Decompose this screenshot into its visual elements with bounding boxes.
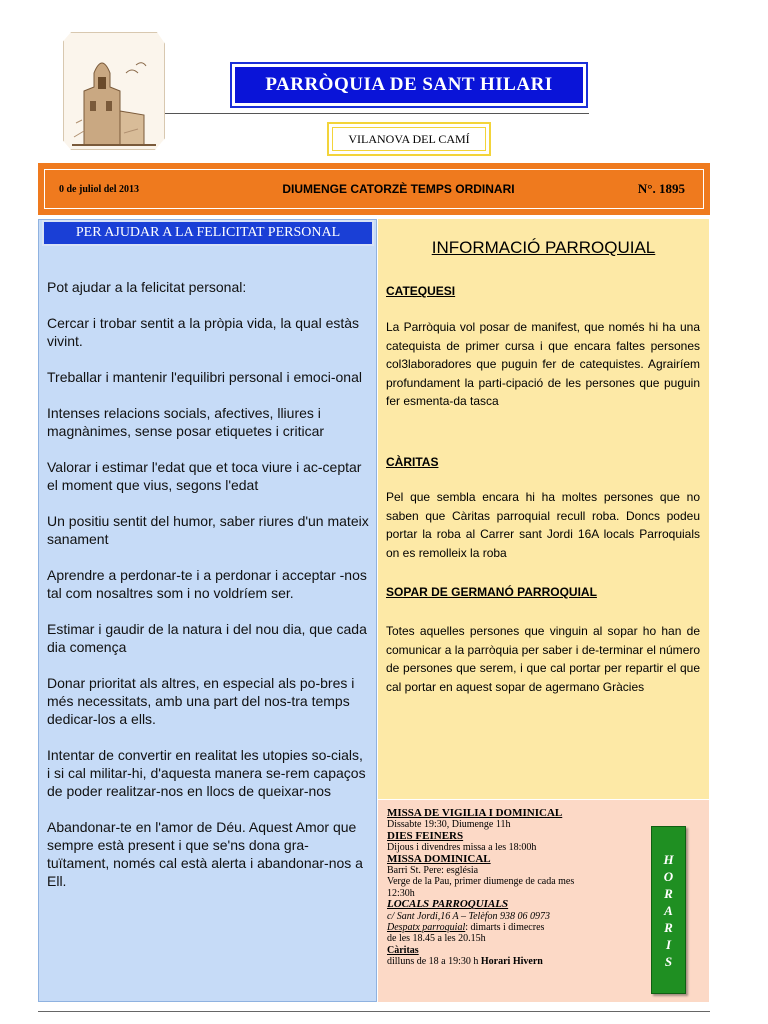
horaris-letter: R [664,919,673,935]
catequesi-text: La Parròquia vol posar de manifest, que només hi ha una catequista de primer cursa i que encara faltes persones col3laboradores que puguin fer de catequistes. Agrairíem profundament la parti-cipació de les persones que puguin fer esmenta-da tasca [386,320,700,408]
dominical-location: Barri St. Pere: església [387,865,479,877]
caritas-winter: Horari Hivern [480,956,543,968]
paragraph: Intenses relacions socials, afectives, lliures i magnànimes, sense posar etiquetes i criticar [47,405,325,439]
horaris-letter: S [664,953,673,969]
feiners-times: Dijous i divendres missa a les 18:00h [387,842,537,854]
dominical-time: 12:30h [387,887,415,899]
horaris-letter: I [665,936,672,952]
catequesi-heading: CATEQUESI [386,284,456,298]
issue-date: 0 de juliol del 2013 [59,183,140,195]
horaris-letter: A [664,902,673,918]
horaris-letter: R [664,885,673,901]
caritas-line [387,956,647,967]
despatx-hours: de les 18.45 a les 20.15h [387,933,486,945]
locals-heading: LOCALS PARROQUIALS [387,898,509,911]
despatx-line [387,922,647,933]
parish-info-title: INFORMACIÓ PARROQUIAL [431,238,656,257]
despatx-days: : dimarts i dimecres [465,922,545,934]
horaris-letter: O [663,868,674,884]
title-divider [165,113,589,114]
paragraph: Cercar i trobar sentit a la pròpia vida, la qual estàs vivint. [47,315,360,349]
issue-number: N°. 1895 [637,181,685,196]
vigilia-times: Dissabte 19:30, Diumenge 11h [387,819,511,831]
paragraph: Aprendre a perdonar-te i a perdonar i acceptar -nos tal com nosaltres som i no voldríem ser. [47,567,367,601]
paragraph: Treballar i mantenir l'equilibri personal i emoci-onal [47,369,362,385]
paragraph: Pot ajudar a la felicitat personal: [47,279,247,295]
bottom-divider [38,1011,710,1012]
caritas-text: Pel que sembla encara hi ha moltes persones que no saben que Càritas parroquial recull roba. Doncs podeu portar la roba al Carrer sant Jordi 16A locals Parroquials on es remolleix la roba [386,490,700,560]
horaris-letter: H [663,851,674,867]
church-logo [63,32,165,150]
town-name: VILANOVA DEL CAMÍ [332,127,486,151]
paragraph: Donar prioritat als altres, en especial als po-bres i més necessitats, amb una part del nos-tra temps dedicar-los a ells. [47,675,355,727]
caritas-hours: dilluns de 18 a 19:30 h [387,956,479,968]
sopar-text: Totes aquelles persones que vinguin al sopar ho han de comunicar a la parròquia per saber i de-terminar el número de persones que serem, i que cal portar per repartir el que cal portar en aquest sopar de agermano Gràcies [386,624,700,694]
date-band [38,163,710,215]
parish-title-box [230,62,588,108]
paragraph: Valorar i estimar l'edat que et toca viure i ac-ceptar el moment que vius, segons l'edat [47,459,362,493]
paragraph: Un positiu sentit del humor, saber riures d'un mateix sanament [47,513,369,547]
despatx-label: Despatx parroquial [387,922,466,934]
dominical-detail: Verge de la Pau, primer diumenge de cada mes [387,876,575,888]
vigilia-heading: MISSA DE VIGILIA I DOMINICAL [387,807,563,819]
locals-address: c/ Sant Jordi,16 A – Telèfon 938 06 0973 [387,910,551,922]
schedule-text [387,808,647,968]
paragraph: Intentar de convertir en realitat les utopies so-cials, i si cal militar-hi, d'aquesta manera se-rem capaços de poder realitzar-nos en llocs de queixar-nos [47,747,366,799]
sopar-heading: SOPAR DE GERMANÓ PARROQUIAL [386,585,597,599]
dominical-heading: MISSA DOMINICAL [387,852,491,865]
left-column-text [47,278,369,908]
caritas-label: Càritas [387,944,419,956]
liturgical-sunday: DIUMENGE CATORZÈ TEMPS ORDINARI [282,182,515,196]
church-tower-icon [64,33,164,149]
town-box [327,122,491,156]
feiners-heading: DIES FEINERS [387,829,464,842]
caritas-heading: CÀRITAS [386,455,439,469]
paragraph: Abandonar-te en l'amor de Déu. Aquest Amor que sempre està present i que se'ns dona gra-tuïtament, només cal està alerta i abandonar-nos a Ell. [47,819,363,889]
horaris-label [651,826,686,994]
paragraph: Estimar i gaudir de la natura i del nou dia, que cada dia comença [47,621,367,655]
parish-title: PARRÒQUIA DE SANT HILARI [235,67,583,103]
left-column-heading: PER AJUDAR A LA FELICITAT PERSONAL [42,220,374,246]
